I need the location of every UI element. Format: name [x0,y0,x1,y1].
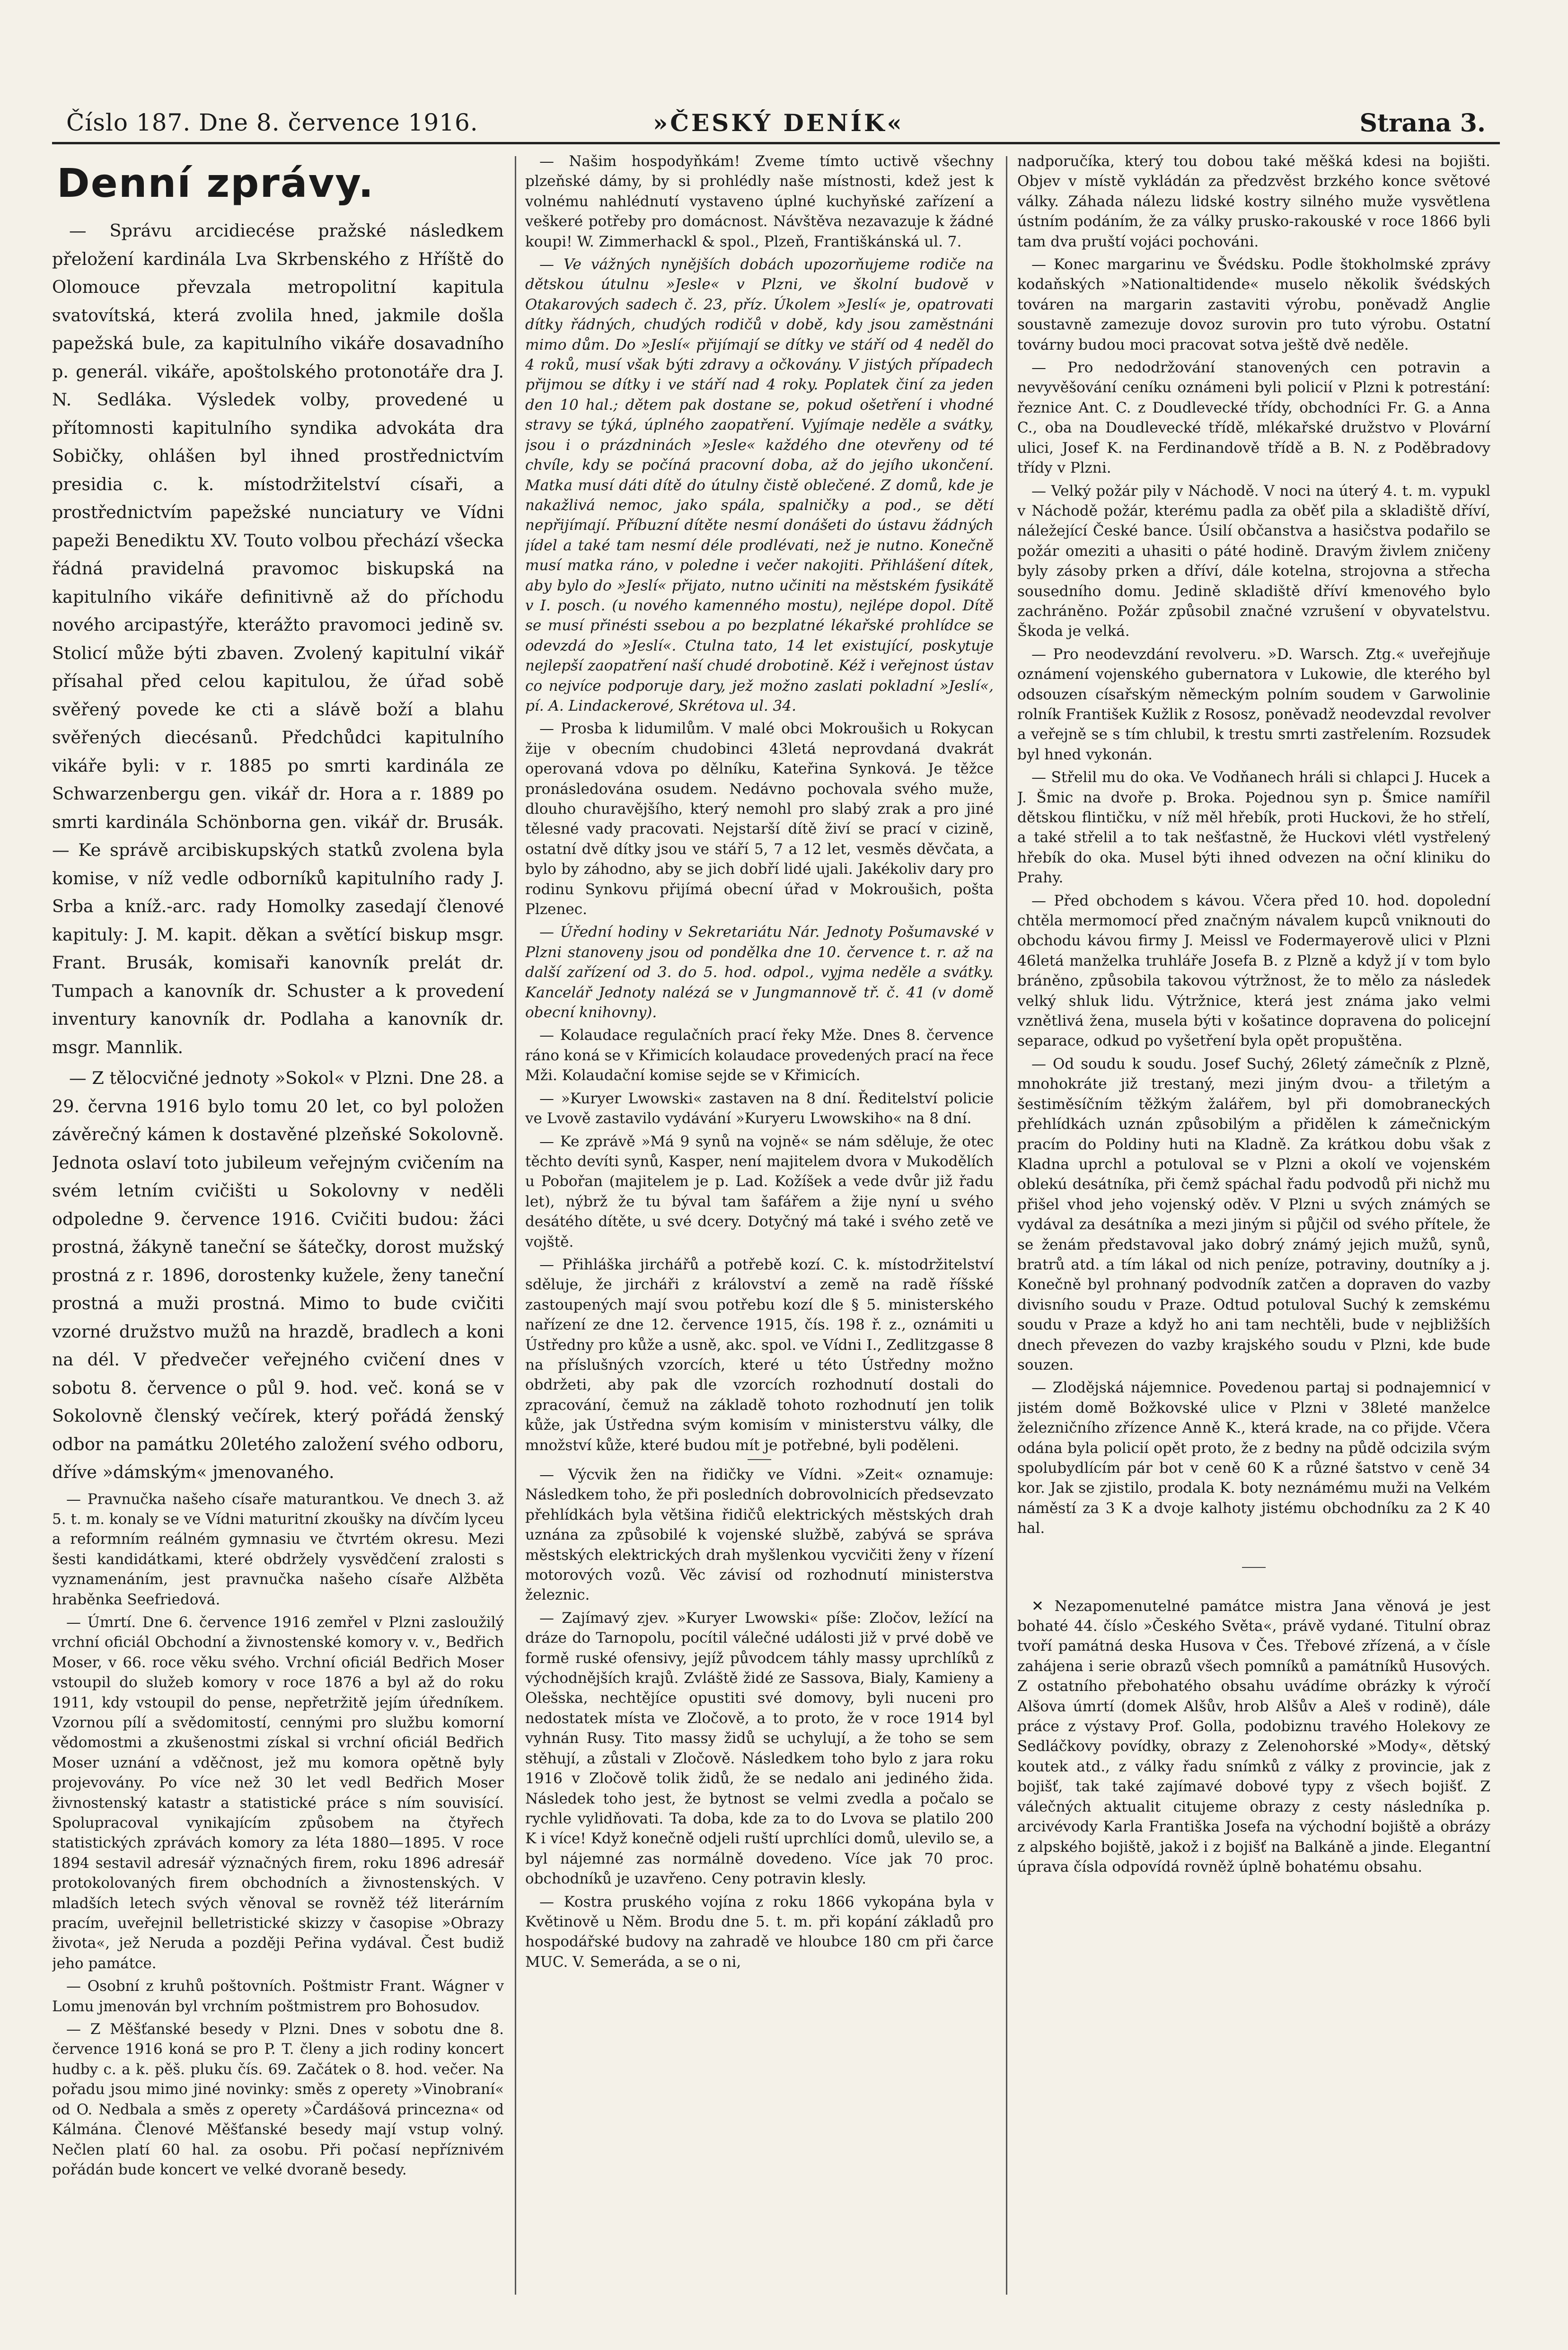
column-3 [1017,151,1490,2299]
article: — Výcvik žen na řidičky ve Vídni. »Zeit« oznamuje: Následkem toho, že při posledních dobrovolnicích předsevzato přehlídkách byla většina řidičů elektrických městských drah uznána za způsobilé k vojenské službě, zabývá se správa městských elektrických drah myšlenkou vycvičiti ženy v řízení motorových vozů. Věc závisí od rozhodnutí ministerstva železnic. [525,1466,994,1604]
columns [52,151,1500,2299]
page-number: Strana 3. [1359,109,1486,138]
article: — Z Měšťanské besedy v Plzni. Dnes v sobotu dne 8. července 1916 koná se pro P. T. členy a jich rodiny koncert hudby c. a k. pěš. pluku čís. 69. Začátek o 8. hod. večer. Na pořadu jsou mimo jiné novinky: směs z operety »Vinobraní« od O. Nedbala a směs z operety »Čardášová princezna« od Kálmána. Členové Měšťanské besedy mají vstup volný. Nečlen platí 60 hal. za osobu. Při počasí nepříznivém pořádán bude koncert ve velké dvoraně besedy. [52,2021,504,2178]
column-1 [52,151,504,2299]
article: — Zlodějská nájemnice. Povedenou partaj si podnajemnicí v jistém domě Božkovské ulice v Plzni v 38leté manželce železničního zřízence Anně K., která krade, na co přijde. Včera odána byla policií opět proto, že z bedny na půdě odcizila svým spolubydlícím pár bot v ceně 60 K a různé šatstvo v ceně 34 kor. Jak se zjistilo, prodala K. boty neznámému muži na Velkém náměstí za 3 K a dvoje kalhoty jistému obchodníku za 2 K 40 hal. [1017,1379,1490,1537]
column-2 [525,151,994,2299]
article: ✕ Nezapomenutelné památce mistra Jana věnová je jest bohaté 44. číslo »Českého Světa«, právě vydané. Titulní obraz tvoří památná deska Husova v Čes. Třebové zřízená, a v čísle zahájena i serie obrazů všech pomníků a památníků Husových. Z ostatního přebohatého obsahu uvádíme obrázky k výročí Alšova úmrtí (domek Alšův, hrob Alšův a Aleš v rodině), dále práce z výstavy Prof. Golla, podobiznu travého Holekovy ze Sedláčkovy povídky, obrazy z Zelenohorské »Mody«, dětský koutek atd., z války řadu snímků z války z provincie, jak z bojišť, tak také zajímavé dobové typy z všech bojišť. Z válečných aktualit citujeme obrazy z cesty následníka p. arcivévody Karla Františka Josefa na východní bojiště a obrázy z alpského bojiště, jakož i z bojišť na Balkáně a jinde. Elegantní úprava čísla odpovídá rovněž úplně bohatému obsahu. [1017,1597,1490,1875]
separator [1242,1567,1266,1568]
separator [748,1459,771,1460]
article: — Před obchodem s kávou. Včera před 10. hod. dopolední chtěla mermomocí před značným návalem kupců vniknouti do obchodu kávou firmy J. Meissl ve Fodermayerově ulici v Plzni 46letá manželka truhláře Josefa B. z Plzně a když jí v tom bylo bráněno, způsobila takovou výtržnost, že to mělo za následek velký shluk lidu. Výtržnice, která jest známa jako velmi vznětlivá žena, musela býti v košatince dopravena do policejní separace, odkud po vyšetření byla opět propuštěna. [1017,892,1490,1050]
article: — Správu arcidiecése pražské následkem přeložení kardinála Lva Skrbenského z Hříště do Olomouce převzala metropolitní kapitula svatovítská, která zvolila hned, jakmile došla papežská bule, za kapitulního vikáře dosavadního p. generál. vikáře, apoštolského protonotáře dra J. N. Sedláka. Výsledek volby, provedené u přítomnosti kapitulního syndika advokáta dra Sobičky, ohlášen byl ihned prostřednictvím presidia c. k. místodržitelství císaři, a prostřednictvím papežské nunciatury ve Vídni papeži Benediktu XV. Touto volbou přechází všecka řádná pravidelná pravomoc biskupská na kapitulního vikáře definitivně až do příchodu nového arcipastýře, kterážto pravomoci jedině sv. Stolicí může býti zbaven. Zvolený kapitulní vikář přísahal před celou kapitulou, že úřad sobě svěřený povede ke cti a slávě boží a blahu svěřených diecésanů. Předchůdci kapitulního vikáře byli: v r. 1885 po smrti kardinála ze Schwarzenbergu gen. vikář dr. Hora a r. 1889 po smrti kardinála Schönborna gen. vikář dr. Brusák. — Ke správě arcibiskupských statků zvolena byla komise, v níž vedle odborníků kapitulního rady J. Srba a kníž.-arc. rady Homolky zasedají členové kapituly: J. M. kapit. děkan a světící biskup msgr. Frant. Brusák, komisaři kanovník prelát dr. Tumpach a kanovník dr. Schuster a k provedení inventury kanovník dr. Podlaha a kanovník dr. msgr. Mannlik. [52,220,504,1057]
newspaper-title: »ČESKÝ DENÍK« [653,109,904,137]
article: — Prosba k lidumilům. V malé obci Mokroušich u Rokycan žije v obecním chudobinci 43letá neprovdaná dvakrát operovaná vdova po dělníku, Kateřina Synková. Je těžce pronásledována osudem. Nedávno pochovala svého muže, dlouho churavějšího, který nemohl pro slabý zrak a pro jiné tělesné vady pracovati. Nejstarší dítě živí se prací v cizině, ostatní dvě dítky jsou ve stáří 5, 7 a 12 let, vesměs děvčata, a bylo by záhodno, aby se jich dobří lidé ujali. Jakékoliv dary pro rodinu Synkovu přijímá obecní úřad v Mokroušich, pošta Plzenec. [525,720,994,918]
article: — Velký požár pily v Náchodě. V noci na úterý 4. t. m. vypukl v Náchodě požár, kterému padla za oběť pila a skladiště dříví, náležející České bance. Úsilí občanstva a hasičstva podařilo se požár omeziti a uhasiti o páté hodině. Dravým živlem zničeny byly zásoby prken a dříví, dále kotelna, strojovna a střecha sousedního domu. Jedině skladiště dříví kmenového bylo zachráněno. Požár způsobil značné vzrušení v obyvatelstvu. Škoda je velká. [1017,482,1490,640]
article: — Osobní z kruhů poštovních. Poštmistr Frant. Wágner v Lomu jmenován byl vrchním poštmistrem pro Bohosudov. [52,1978,504,2015]
column-rule [1006,156,1007,2295]
issue-date: Číslo 187. Dne 8. července 1916. [66,109,478,136]
column-rule [515,156,516,2295]
article: — Ve vážných nynějších dobách upozorňujeme rodiče na dětskou útulnu »Jesle« v Plzni, ve školní budově v Otakarových sadech č. 23, příz. Úkolem »Jeslí« je, opatrovati dítky řádných, chudých rodičů v době, kdy jsou zaměstnáni mimo dům. Do »Jeslí« přijímají se dítky ve stáří od 4 neděl do 4 roků, musí však býti zdravy a očkovány. V jistých případech přijmou se dítky i ve stáří nad 4 roky. Poplatek činí za jeden den 10 hal.; dětem pak dostane se, pokud ošetření i vhodné stravy se týká, úplného zaopatření. Vyjímaje neděle a svátky, jsou i o prázdninách »Jesle« každého dne otevřeny od té chvíle, kdy se počíná pracovní doba, až do jejího ukončení. Matka musí dáti dítě do útulny čistě oblečené. Z domů, kde je nakažlivá nemoc, jako spála, spalničky a pod., se dětí nepřijímají. Příbuzní dítěte nesmí donášeti do ústavu žádných jídel a také tam nesmí déle prodlévati, než je nutno. Konečně musí matka ráno, v poledne i večer nakojiti. Přihlášení dítek, aby bylo do »Jeslí« přijato, nutno učiniti na městském fysikátě v I. posch. (u nového kamenného mostu), nejlépe dopol. Dítě se musí přinésti ssebou a po bezplatné lékařské prohlídce se odevzdá do »Jeslí«. Ctulna tato, 14 let existující, poskytuje nejlepší zaopatření naší chudé drobotině. Kéž i veřejnost ústav co nejvíce podporuje dary, jež možno zaslati pokladní »Jeslí«, pí. A. Lindackerové, Skrétova ul. 34. [525,256,994,714]
masthead [52,90,1500,144]
article: — »Kuryer Lwowski« zastaven na 8 dní. Ředitelství policie ve Lvově zastavilo vydávání »Kuryeru Lwowskiho« na 8 dní. [525,1090,994,1127]
article: — Ke zprávě »Má 9 synů na vojně« se nám sděluje, že otec těchto devíti synů, Kasper, není majitelem dvora v Mukodělích u Pobořan (majitelem je p. Lad. Kožíšek a vede dvůr již řadu let), nýbrž že tu býval tam šafářem a žije nyní u svého desátého dítěte, u své dcery. Dotyčný má také i svého zetě ve vojště. [525,1133,994,1250]
article: — Pravnučka našeho císaře maturantkou. Ve dnech 3. až 5. t. m. konaly se ve Vídni maturitní zkoušky na dívčím lyceu a reformním reálném gymnasiu ve čtvrtém okresu. Mezi šesti kandidátkami, které obdržely vysvědčení zralosti s vyznamenáním, jest pravnučka našeho císaře Alžběta hraběnka Seefriedová. [52,1490,504,1608]
section-title: Denní zprávy. [57,160,375,206]
article: — Střelil mu do oka. Ve Vodňanech hráli si chlapci J. Hucek a J. Šmic na dvoře p. Broka. Pojednou syn p. Šmice namířil dětskou flintičku, v níž měl hřebík, proti Huckovi, že ho střelí, a také střelil a to tak nešťastně, že Huckovi vlétl vystřelený hřebík do oka. Musel býti ihned odvezen na oční kliniku do Prahy. [1017,769,1490,887]
article: — Našim hospodyňkám! Zveme tímto uctivě všechny plzeňské dámy, by si prohlédly naše místnosti, kdež jest k volnému nahlédnutí vystaveno úplné kuchyňské zařízení a veškeré potřeby pro domácnost. Návštěva nezavazuje k žádné koupi! W. Zimmerhackl & spol., Plzeň, Františkánská ul. 7. [525,153,994,250]
article: — Kolaudace regulačních prací řeky Mže. Dnes 8. července ráno koná se v Křimicích kolaudace provedených prací na řece Mži. Kolaudační komise sejde se v Křimicích. [525,1027,994,1084]
newspaper-page [52,90,1500,2314]
article: — Kostra pruského vojína z roku 1866 vykopána byla v Květinově u Něm. Brodu dne 5. t. m. při kopání základů pro hospodářské budovy na zahradě ve hloubce 180 cm při čarce MUC. V. Semeráda, a se o ni, [525,1893,994,1971]
article: — Přihláška jirchářů a potřebě kozí. C. k. místodržitelství sděluje, že jircháři z království a země na radě říšské zastoupených mají svou potřebu kozí dle § 5. ministerského nařízení ze dne 12. července 1915, čís. 198 ř. z., oznámiti u Ústředny pro kůže a usně, akc. spol. ve Vídni I., Zedlitzgasse 8 na příslušných vzorcích, které u této Ústředny možno obdržeti, aby pak dle vzorcích rozhodnutí dostali do zpracování, čemuž na základě tohoto rozhodnutí jen tolik kůže, jak Ústředna svým komisím v ministerstvu války, dle množství kůže, které budou mít je potřebné, byli poděleni. [525,1256,994,1454]
article: — Úřední hodiny v Sekretariátu Nár. Jednoty Pošumavské v Plzni stanoveny jsou od pondělka dne 10. července t. r. až na další zařízení od 3. do 5. hod. odpol., vyjma neděle a svátky. Kancelář Jednoty nalézá se v Jungmannově tř. č. 41 (v domě obecní knihovny). [525,924,994,1021]
article: — Pro nedodržování stanovených cen potravin a nevyvěšování ceníku oznámeni byli policií v Plzni k potrestání: řeznice Ant. C. z Doudlevecké třídy, obchodníci Fr. G. a Anna C., oba na Doudlevecké třídě, mlékařské družstvo v Plovární ulici, Josef K. na Ferdinandově třídě a B. N. z Poděbradovy třídy v Plzni. [1017,359,1490,477]
article: — Od soudu k soudu. Josef Suchý, 26letý zámečník z Plzně, mnohokráte již trestaný, mezi jiným dvou- a třiletým a šestiměsíčním těžkým žalářem, byl při domobraneckých přehlídkách uznán způsobilým a přidělen k zámečnickým pracím do Poldiny huti na Kladně. Za krátkou dobu však z Kladna uprchl a potuloval se v Plzni a okolí ve vojenském oblekú desátníka, při čemž spáchal řadu podvodů při nichž mu přišel vhod jeho vojenský oděv. V Plzni u svých známých se vydával za desátníka a mezi jiným si půjčil od svého přítele, že se ženám představoval jako dobrý známý jejich mužů, synů, bratrů atd. a tím lákal od nich peníze, potraviny, doutníky a j. Konečně byl prohnaný podvodník zatčen a dopraven do vazby divisního soudu v Praze. Odtud potuloval Suchý k zemskému soudu v Praze a když ho ani tam nechtěli, bude v nejbližších dnech převezen do vazby krajského soudu v Plzni, kde bude souzen. [1017,1055,1490,1373]
article: — Z tělocvičné jednoty »Sokol« v Plzni. Dne 28. a 29. června 1916 bylo tomu 20 let, co byl položen závěrečný kámen k dostavěné plzeňské Sokolovně. Jednota oslaví toto jubileum veřejným cvičením na svém letním cvičišti u Sokolovny v neděli odpoledne 9. července 1916. Cvičiti budou: žáci prostná, žákyně taneční se šátečky, dorost mužský prostná z r. 1896, dorostenky kužele, ženy taneční prostná a muži prostná. Mimo to bude cvičiti vzorné družstvo mužů na hrazdě, bradlech a koni na dél. V předvečer veřejného cvičení dnes v sobotu 8. července o půl 9. hod. več. koná se v Sokolovně členský večírek, který pořádá ženský odbor na památku 20letého založení svého odboru, dříve »dámským« jmenovaného. [52,1068,504,1482]
article: — Konec margarinu ve Švédsku. Podle štokholmské zprávy kodaňských »Nationaltidende« muselo několik švédských továren na margarin zastaviti výrobu, poněvadž Anglie soustavně zamezuje dovoz surovin pro tuto výrobu. Ostatní továrny budou moci pracovat sotva ještě dvě neděle. [1017,256,1490,353]
article: — Zajímavý zjev. »Kuryer Lwowski« píše: Zločov, ležící na dráze do Tarnopolu, pocítil válečné události již v prvé době ve formě ruské ofensivy, jejíž původcem táhly massy uprchlíků z východnějších krajů. Zvláště židé ze Sassova, Bialy, Kamieny a Olešska, nechtějíce opustiti své domovy, byli nuceni pro nedostatek místa ve Zločově, a to proto, že v roce 1914 byl vyhnán Rusy. Tito massy židů se uchylují, a že toho se sem stěhují, a zůstali v Zločově. Následkem toho bylo z jara roku 1916 v Zločově tolik židů, že se nedalo ani jediného žida. Následek toho jest, že bytnost se velmi zvedla a počalo se rychle vylidňovati. Ta doba, kde za to do Lvova se platilo 200 K i více! Když konečně odjeli ruští uprchlíci domů, ulevilo se, a byl nájemné zas normálně dovedeno. Více jak 70 proc. obchodníků je uzavřeno. Ceny potravin klesly. [525,1609,994,1888]
article: — Úmrtí. Dne 6. července 1916 zemřel v Plzni zasloužilý vrchní oficiál Obchodní a živnostenské komory v. v., Bedřich Moser, v 66. roce věku svého. Vrchní oficiál Bedřich Moser vstoupil do služeb komory v roce 1876 a byl až do roku 1911, kdy vstoupil do pense, nepřetržitě jejím úředníkem. Vzornou pílí a svědomitostí, cennými pro službu komorní vědomostmi a zkušenostmi získal si vrchní oficiál Bedřich Moser uznání a vděčnost, jež mu komora opětně byly projevovány. Po více než 30 let vedl Bedřich Moser živnostenský katastr a statistické práce s ním souvisící. Spolupracoval vynikajícím způsobem na čtyřech statistických zprávách komory za léta 1880—1895. V roce 1894 sestavil adresář význačných firem, roku 1896 adresář protokolovaných firem obchodních a živnostenských. V mladších letech svých věnoval se rovněž též literárním pracím, uveřejnil belletristické skizzy v časopise »Obrazy života«, jež Neruda a později Peřina vydával. Čest budiž jeho památce. [52,1613,504,1972]
article: nadporučíka, který tou dobou také měšká kdesi na bojišti. Objev v místě vykládán za předzvěst brzkého konce světové války. Záhada nálezu lidské kostry silného muže vysvětlena ústním podáním, že za války prusko-rakouské v roce 1866 byli tam dva pruští vojáci pochováni. [1017,153,1490,250]
article: — Pro neodevzdání revolveru. »D. Warsch. Ztg.« uveřejňuje oznámení vojenského gubernatora v Lukowie, dle kterého byl odsouzen císařským německým polním soudem v Garwolinie rolník František Kužlik z Rososz, poněvadž neodevzdal revolver a veřejně se s tím chlubil, k trestu smrti zastřelením. Rozsudek byl hned vykonán. [1017,645,1490,763]
cross-mark: ✕ [1031,1597,1044,1615]
